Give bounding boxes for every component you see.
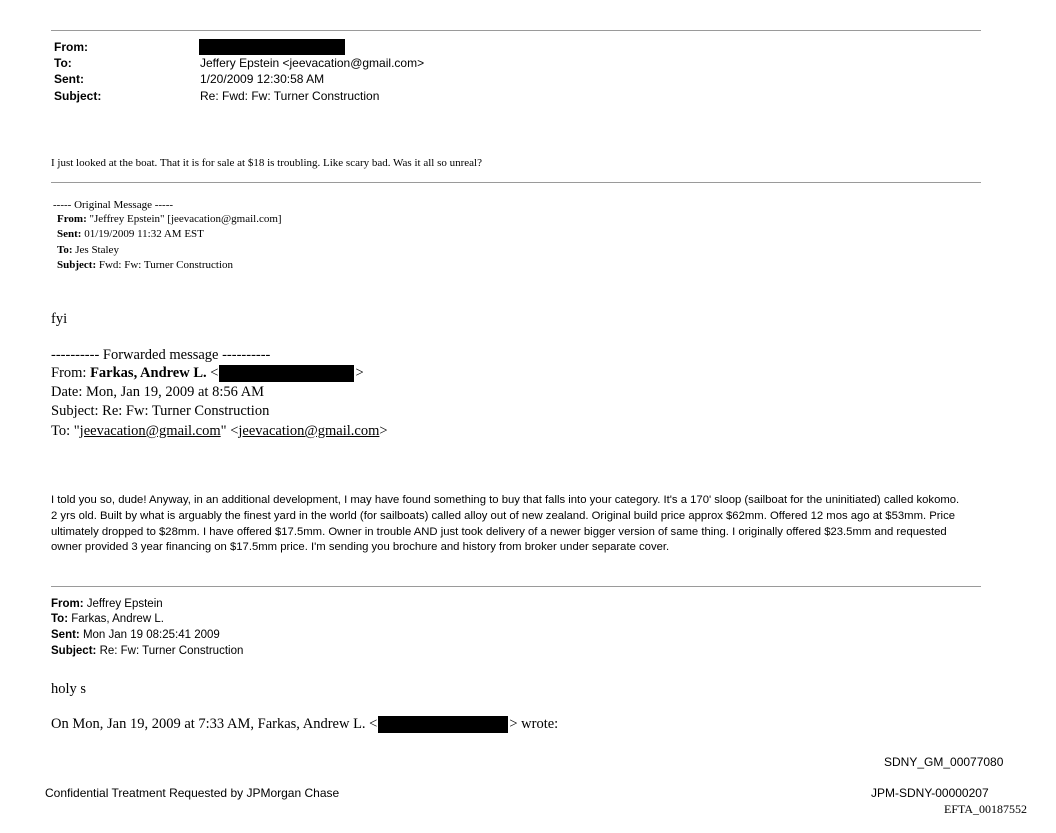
epstein-subject-line [51,645,243,657]
confidential-notice: Confidential Treatment Requested by JPMorgan Chase [45,786,340,800]
original-subject-value: Fwd: Fw: Turner Construction [98,259,234,271]
forwarded-date-line: Date: Mon, Jan 19, 2009 at 8:56 AM [51,384,265,400]
epstein-reply-body: holy s [51,681,87,697]
forwarded-from-name: Farkas, Andrew L. [90,365,207,381]
epstein-sent-line [51,629,220,641]
farkas-body-paragraph: I told you so, dude! Anyway, in an additional development, I may have found something to buy that falls into your category. It's a 170' sloop (sailboat for the uninitiated) called kokomo. 2 yrs old. Built by what is arguably the finest yard in the world (for sailboats) called alloy out of new zealand. Original build price approx $62mm. Offered 12 mos ago at $53mm. Price ultimately dropped to $28mm. I have offered $17.5mm. Owner in trouble AND just took delivery of a newer bigger version of same thing. I originally offered $23.5mm and requested owner provided 3 year financing on $17.5mm price. I'm sending you brochure and history from broker under separate cover. [51,494,960,554]
header-to-label: To: [54,56,72,70]
epstein-from-line [51,598,163,610]
bates-sdny: SDNY_GM_00077080 [884,755,1004,769]
forwarded-to-prefix: To: " [51,423,80,439]
original-to-line [57,244,119,256]
original-sent-label: Sent: [57,228,82,240]
fyi-text: fyi [51,311,68,327]
reply-body: I just looked at the boat. That it is for sale at $18 is troubling. Like scary bad. Was it all so unreal? [51,157,482,169]
forwarded-to-line [51,423,388,440]
forwarded-from-close: > [355,365,364,381]
original-from-line [57,213,282,225]
epstein-sent-label: Sent: [51,629,80,641]
forwarded-to-link-1[interactable]: jeevacation@gmail.com [79,423,221,439]
epstein-from-label: From: [51,598,84,610]
epstein-to-line [51,613,164,625]
header-sent-value: 1/20/2009 12:30:58 AM [200,72,325,86]
original-from-value: "Jeffrey Epstein" [jeevacation@gmail.com] [89,213,282,225]
epstein-from-value: Jeffrey Epstein [83,598,163,610]
redaction-forwarded-from [219,365,354,382]
forwarded-from-prefix: From: [51,365,91,381]
original-sent-value: 01/19/2009 11:32 AM EST [84,228,204,240]
original-to-value: Jes Staley [75,244,119,256]
epstein-to-label: To: [51,613,69,625]
original-from-label: From: [57,213,87,225]
divider-rule-2 [51,586,981,587]
epstein-sent-value: Mon Jan 19 08:25:41 2009 [79,629,220,641]
quote-prefix: On Mon, Jan 19, 2009 at 7:33 AM, Farkas, Andrew L. < [51,716,378,732]
bates-jpm: JPM-SDNY-00000207 [871,786,989,800]
top-rule [51,30,981,31]
header-subject-value: Re: Fwd: Fw: Turner Construction [200,89,380,103]
redaction-header-from [199,39,345,55]
epstein-to-value: Farkas, Andrew L. [68,613,164,625]
original-subject-label: Subject: [57,259,97,271]
header-to-value: Jeffery Epstein <jeevacation@gmail.com> [200,56,425,70]
quote-line [51,716,558,733]
forwarded-from-open: < [206,365,219,381]
original-to-label: To: [57,244,73,256]
divider-rule-1 [51,182,981,183]
original-sent-line [57,228,204,240]
forwarded-divider: ---------- Forwarded message ---------- [51,347,271,363]
epstein-subject-label: Subject: [51,645,97,657]
forwarded-to-mid: " < [220,423,239,439]
forwarded-subject-line: Subject: Re: Fw: Turner Construction [51,403,270,419]
quote-suffix: > wrote: [509,716,559,732]
bates-efta: EFTA_00187552 [944,802,1028,816]
forwarded-to-close: > [379,423,388,439]
redaction-quote-email [378,716,508,733]
original-message-divider: ----- Original Message ----- [53,199,174,211]
forwarded-from-line [51,365,364,382]
header-sent-label: Sent: [54,72,84,86]
header-subject-label: Subject: [54,89,102,103]
original-subject-line [57,259,233,271]
header-from-label: From: [54,40,88,54]
epstein-subject-value: Re: Fw: Turner Construction [96,645,244,657]
forwarded-to-link-2[interactable]: jeevacation@gmail.com [238,423,380,439]
